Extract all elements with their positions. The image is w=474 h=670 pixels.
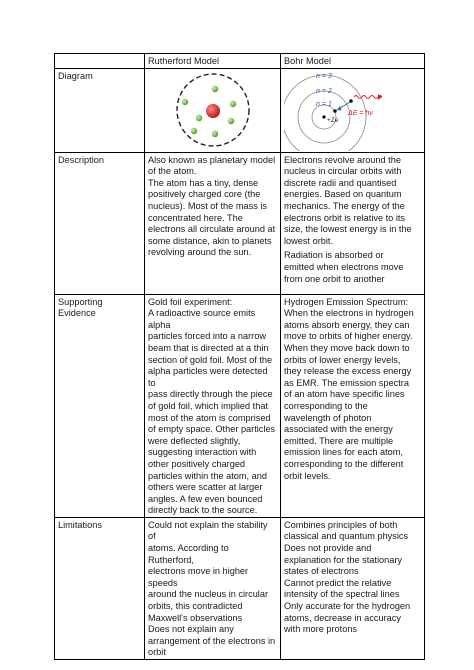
description-row — [55, 152, 425, 294]
diagram-row — [55, 68, 425, 152]
electron — [228, 117, 234, 123]
row-label-description: Description — [55, 152, 145, 294]
nucleus-label: +Ze — [327, 116, 339, 124]
bohr-description — [281, 152, 425, 294]
electron — [196, 114, 202, 120]
rutherford-diagram-cell — [145, 68, 281, 152]
nucleus — [206, 104, 220, 118]
photon-wave — [354, 95, 382, 98]
rutherford-description — [145, 152, 281, 294]
electron-n1 — [333, 109, 337, 113]
limitations-row — [55, 517, 425, 659]
row-label-evidence: Supporting Evidence — [55, 294, 145, 517]
bohr-nucleus — [322, 115, 325, 118]
electron — [212, 85, 218, 91]
bohr-atom-diagram — [284, 71, 422, 151]
comparison-table — [54, 53, 425, 660]
label-n2: n = 2 — [316, 87, 332, 95]
header-bohr: Bohr Model — [281, 54, 425, 69]
bohr-description-text-2: Radiation is absorbed or emitted when electrons move from one orbit to another — [284, 250, 404, 284]
electron — [212, 130, 218, 136]
row-label-diagram: Diagram — [55, 68, 145, 152]
energy-label: ΔE = hν — [348, 109, 373, 117]
rutherford-evidence — [145, 294, 281, 517]
photon-arrowhead — [378, 94, 382, 100]
rutherford-evidence-text: Gold foil experiment: A radioactive source emits alpha particles forced into a narrow beam that is directed at a thin section of gold foil. Most of the alpha particles were detected to pass directly through the piece of gold foil, which implied that most of the atom is comprised of empty space. Other particles were deflected slightly, suggesting interaction with other positively charged particles within the atom, and others were scatter at larger angles. A few even bounced directly back to the source. — [148, 296, 276, 516]
bohr-evidence-text: Hydrogen Emission Spectrum: When the electrons in hydrogen atoms absorb energy, they can move to orbits of higher energy. When they move back down to orbits of lower energy levels, they release the excess energy as EMR. The emission spectra of an atom have specific lines corresponding to the wavelength of photon associated with the energy emitted. There are multiple emission lines for each atom, corresponding to the different orbit levels. — [284, 296, 414, 481]
label-n1: n = 1 — [316, 100, 332, 108]
bohr-limitations-text: Combines principles of both classical and quantum physics Does not provide and explanation for the stationary states of electrons Cannot predict the relative intensity of the spectral lines Only accurate for the hydrogen atoms, decrease in accuracy with more protons — [284, 519, 411, 635]
header-empty — [55, 54, 145, 69]
bohr-description-text-1: Electrons revolve around the nucleus in circular orbits with discrete radii and quantised energies. Based on quantum mechanics. The energy of the electrons orbit is relative to its size, the lowest energy is in the lowest orbit. — [284, 154, 412, 246]
row-label-limitations: Limitations — [55, 517, 145, 659]
header-rutherford: Rutherford Model — [145, 54, 281, 69]
bohr-evidence — [281, 294, 425, 517]
rutherford-atom-diagram — [148, 71, 278, 151]
electron — [230, 100, 236, 106]
header-row — [55, 54, 425, 69]
electron — [182, 98, 188, 104]
bohr-limitations — [281, 517, 425, 659]
rutherford-limitations-text: Could not explain the stability of atoms. According to Rutherford, electrons move in higher speeds around the nucleus in circular orbits, this contradicted Maxwell's observations Does not explain any arrangement of the electrons in orbit — [148, 519, 276, 658]
evidence-row — [55, 294, 425, 517]
rutherford-limitations — [145, 517, 281, 659]
transition-arrowhead — [337, 106, 342, 111]
bohr-diagram-cell — [281, 68, 425, 152]
electron — [191, 127, 197, 133]
rutherford-description-text: Also known as planetary model of the atom. The atom has a tiny, dense positively charged core (the nucleus). Most of the mass is concentrated here. The electrons all circulate around at some distance, akin to planets revolving around the sun. — [148, 154, 276, 258]
label-n3: n = 3 — [316, 72, 332, 80]
